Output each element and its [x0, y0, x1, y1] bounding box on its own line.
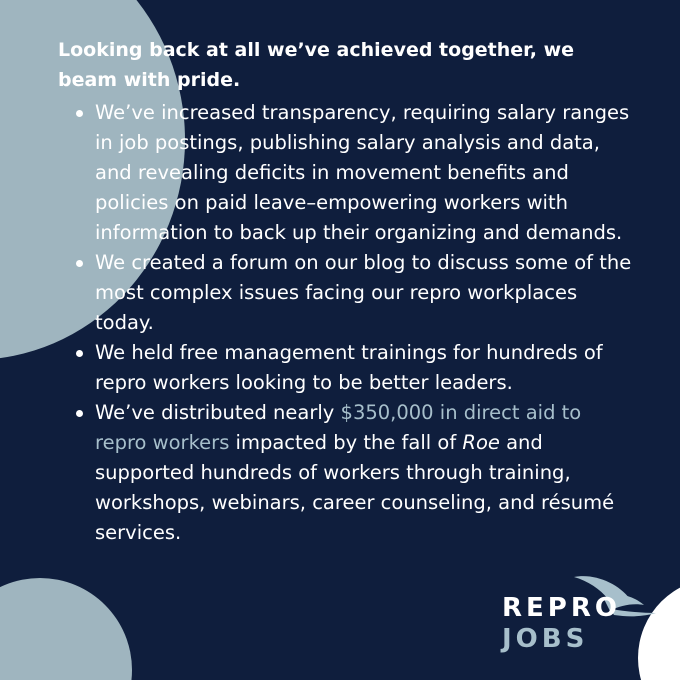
- bullet-text: We created a forum on our blog to discuss some of the most complex issues facing our repro workplaces today.: [95, 251, 632, 334]
- list-item: [58, 248, 638, 338]
- bullet-text: We’ve increased transparency, requiring salary ranges in job postings, publishing salary analysis and data, and revealing deficits in movement benefits and policies on paid leave–empowering workers with information to back up their organizing and demands.: [95, 101, 630, 244]
- bullet-text: We held free management trainings for hundreds of repro workers looking to be better leaders.: [95, 341, 603, 394]
- bullet-dot-icon: [76, 110, 83, 117]
- logo-text-jobs: JOBS: [502, 624, 589, 654]
- roe-italic: Roe: [462, 431, 500, 454]
- bullet-text-end: and supported hundreds of workers through training, workshops, webinars, career counseling, and résumé services.: [95, 431, 615, 544]
- main-content: [58, 35, 638, 548]
- logo-text-repro: REPRO: [502, 593, 621, 623]
- direct-aid-highlight: $350,000 in direct aid to repro workers: [95, 401, 582, 454]
- bullet-dot-icon: [76, 350, 83, 357]
- bullet-dot-icon: [76, 260, 83, 267]
- list-item: [58, 98, 638, 248]
- repro-jobs-logo: [502, 578, 662, 658]
- bullet-dot-icon: [76, 410, 83, 417]
- intro-heading: Looking back at all we’ve achieved together, we beam with pride.: [58, 39, 575, 91]
- list-item: [58, 398, 638, 548]
- achievements-list: [58, 98, 638, 548]
- list-item: [58, 338, 638, 398]
- bullet-text-middle: impacted by the fall of: [229, 431, 463, 454]
- bullet-text-start: We’ve distributed nearly: [95, 401, 341, 424]
- decorative-circle-bottom-left: [0, 578, 132, 680]
